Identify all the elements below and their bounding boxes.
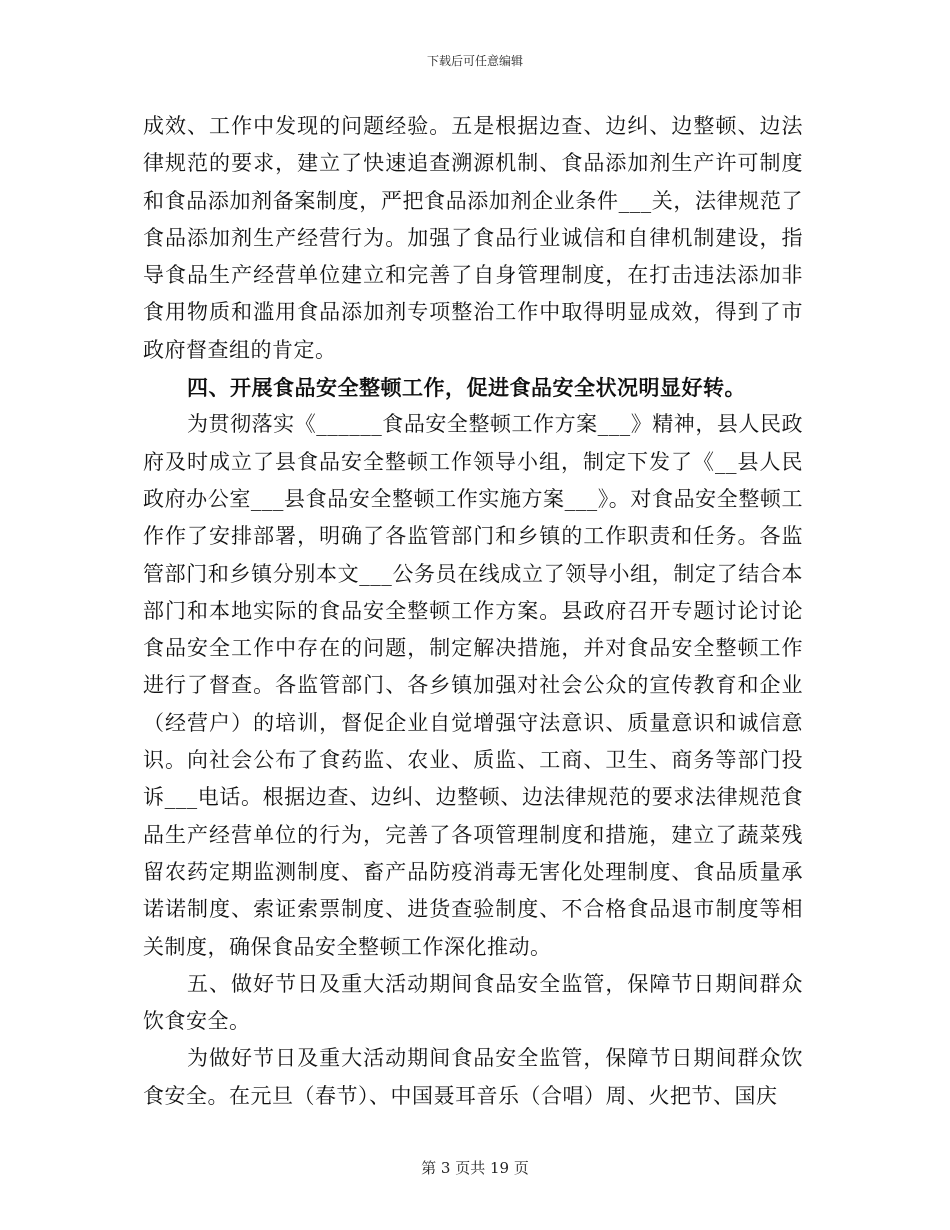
page-footer: 第 3 页共 19 页 bbox=[421, 1159, 529, 1177]
paragraph-section-4-body: 为贯彻落实《______食品安全整顿工作方案___》精神，县人民政府及时成立了县食品安全整顿工作领导小组，制定下发了《__县人民政府办公室___县食品安全整顿工作实施方案___》。对食品安全整顿工作作了安排部署，明确了各监管部门和乡镇的工作职责和任务。各监管部门和乡镇分别本文___公务员在线成立了领导小组，制定了结合本部门和本地实际的食品安全整顿工作方案。县政府召开专题讨论讨论食品安全工作中存在的问题，制定解决措施，并对食品安全整顿工作进行了督查。各监管部门、各乡镇加强对社会公众的宣传教育和企业（经营户）的培训，督促企业自觉增强守法意识、质量意识和诚信意识。向社会公布了食药监、农业、质监、工商、卫生、商务等部门投诉___电话。根据边查、边纠、边整顿、边法律规范的要求法律规范食品生产经营单位的行为，完善了各项管理制度和措施，建立了蔬菜残留农药定期监测制度、畜产品防疫消毒无害化处理制度、食品质量承诺诺制度、索证索票制度、进货查验制度、不合格食品退市制度等相关制度，确保食品安全整顿工作深化推动。 bbox=[143, 412, 803, 959]
paragraph-section-5-body: 为做好节日及重大活动期间食品安全监管，保障节日期间群众饮食安全。在元旦（春节）、中国聂耳音乐（合唱）周、火把节、国庆 bbox=[143, 1046, 803, 1108]
section-heading-4: 四、开展食品安全整顿工作，促进食品安全状况明显好转。 bbox=[187, 375, 746, 401]
paragraph-continuation: 成效、工作中发现的问题经验。五是根据边查、边纠、边整顿、边法律规范的要求，建立了快速追查溯源机制、食品添加剂生产许可制度和食品添加剂备案制度，严把食品添加剂企业条件___关，法律规范了食品添加剂生产经营行为。加强了食品行业诚信和自律机制建设，指导食品生产经营单位建立和完善了自身管理制度，在打击违法添加非食用物质和滥用食品添加剂专项整治工作中取得明显成效，得到了市政府督查组的肯定。 bbox=[143, 114, 803, 362]
page-header: 下载后可任意编辑 bbox=[426, 54, 523, 68]
section-heading-5: 五、做好节日及重大活动期间食品安全监管，保障节日期间群众饮食安全。 bbox=[143, 971, 803, 1034]
document-body bbox=[143, 108, 803, 1115]
